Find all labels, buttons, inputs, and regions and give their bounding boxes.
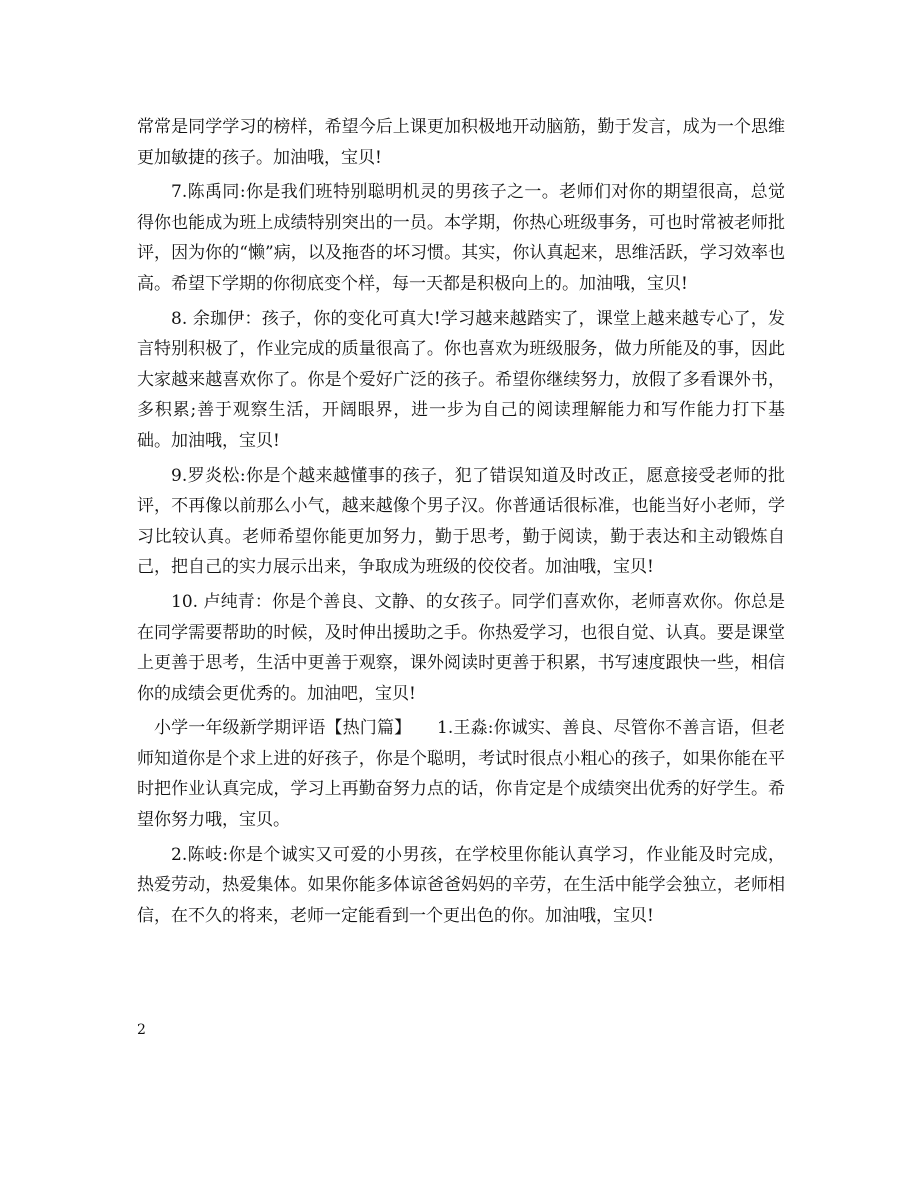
paragraph-comment-7: 7.陈禹同:你是我们班特别聪明机灵的男孩子之一。老师们对你的期望很高，总觉得你也能成为班上成绩特别突出的一员。本学期，你热心班级事务，可也时常被老师批评，因为你的“懒”病，以及拖沓的坏习惯。其实，你认真起来，思维活跃，学习效率也高。希望下学期的你彻底变个样，每一天都是积极向上的。加油哦，宝贝! [137, 182, 785, 294]
page-number: 2 [137, 1022, 146, 1038]
paragraph-comment-9: 9.罗炎松:你是个越来越懂事的孩子，犯了错误知道及时改正，愿意接受老师的批评，不再像以前那么小气，越来越像个男子汉。你普通话很标准，也能当好小老师，学习比较认真。老师希望你能更加努力，勤于思考，勤于阅读，勤于表达和主动锻炼自己，把自己的实力展示出来，争取成为班级的佼佼者。加油哦，宝贝! [137, 465, 785, 578]
document-body [137, 112, 785, 935]
paragraph-comment-2: 2.陈岐:你是个诚实又可爱的小男孩，在学校里你能认真学习，作业能及时完成，热爱劳动，热爱集体。如果你能多体谅爸爸妈妈的辛劳，在生活中能学会独立，老师相信，在不久的将来，老师一定能看到一个更出色的你。加油哦，宝贝! [137, 844, 785, 926]
paragraph-comment-8: 8. 余珈伊：孩子，你的变化可真大!学习越来越踏实了，课堂上越来越专心了，发言特别积极了，作业完成的质量很高了。你也喜欢为班级服务，做力所能及的事，因此大家越来越喜欢你了。你是个爱好广泛的孩子。希望你继续努力，放假了多看课外书，多积累;善于观察生活，开阔眼界，进一步为自己的阅读理解能力和写作能力打下基础。加油哦，宝贝! [137, 308, 785, 451]
paragraph-continuation: 常常是同学学习的榜样，希望今后上课更加积极地开动脑筋，勤于发言，成为一个思维更加敏捷的孩子。加油哦，宝贝! [137, 117, 785, 168]
paragraph-section-hot: 小学一年级新学期评语【热门篇】 1.王淼:你诚实、善良、尽管你不善言语，但老师知道你是个求上进的好孩子，你是个聪明，考试时很点小粗心的孩子，如果你能在平时把作业认真完成，学习上再勤奋努力点的话，你肯定是个成绩突出优秀的好学生。希望你努力哦，宝贝。 [137, 718, 785, 831]
paragraph-comment-10: 10. 卢纯青：你是个善良、文静、的女孩子。同学们喜欢你，老师喜欢你。你总是在同学需要帮助的时候，及时伸出援助之手。你热爱学习，也很自觉、认真。要是课堂上更善于思考，生活中更善于观察，课外阅读时更善于积累，书写速度跟快一些，相信你的成绩会更优秀的。加油吧，宝贝! [137, 591, 785, 704]
